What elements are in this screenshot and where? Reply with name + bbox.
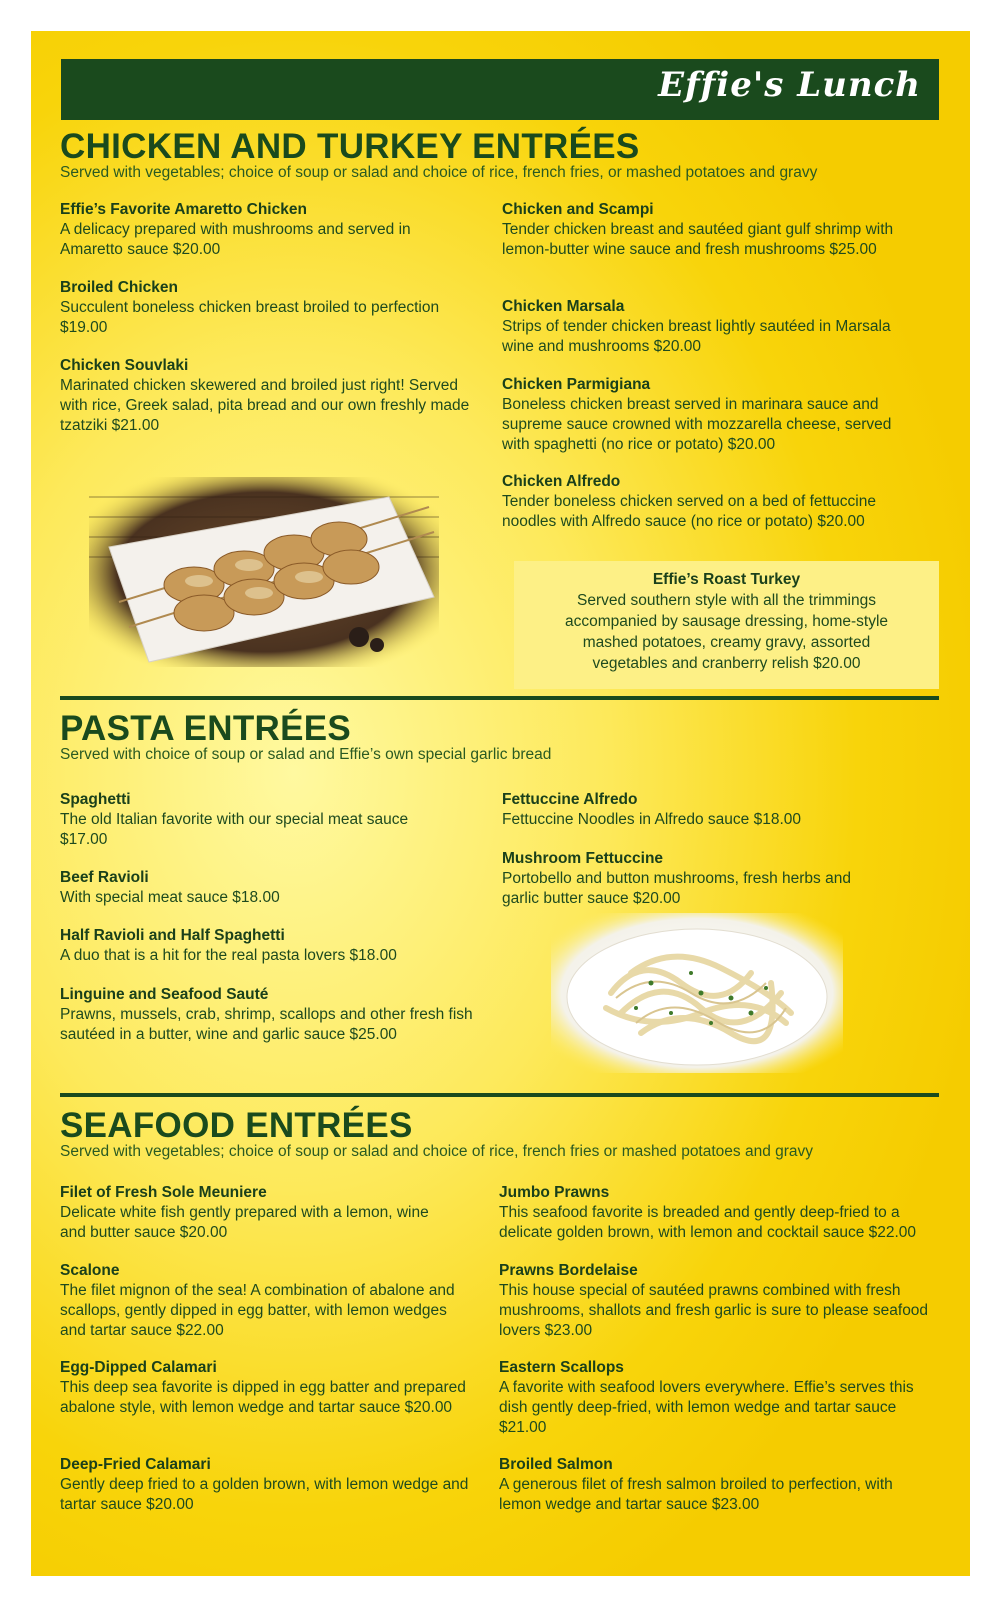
chicken-section-subtitle: Served with vegetables; choice of soup or salad and choice of rice, french fries, or mashed potatoes and gravy — [60, 164, 818, 181]
item-name: Chicken Souvlaki — [60, 357, 189, 374]
item-name: Chicken Marsala — [502, 298, 625, 315]
menu-page — [31, 31, 970, 1576]
item-description: A favorite with seafood lovers everywhere. Effie’s serves this dish gently deep-fried, with lemon wedge and tartar sauce $21.00 — [499, 1379, 914, 1436]
menu-item — [499, 1261, 929, 1341]
menu-item — [60, 790, 430, 850]
item-name: Fettuccine Alfredo — [502, 791, 638, 808]
item-name: Effie’s Favorite Amaretto Chicken — [60, 201, 307, 218]
item-description: This seafood favorite is breaded and gently deep-fried to a delicate golden brown, with lemon and cocktail sauce $22.00 — [499, 1204, 917, 1241]
item-name: Mushroom Fettuccine — [502, 850, 664, 867]
item-description: The filet mignon of the sea! A combination of abalone and scallops, gently dipped in egg batter, with lemon wedges and tartar sauce $22.00 — [60, 1282, 455, 1339]
item-name: Chicken Alfredo — [502, 473, 621, 490]
seafood-section-heading: SEAFOOD ENTRÉES — [60, 1106, 413, 1145]
item-description: This deep sea favorite is dipped in egg batter and prepared abalone style, with lemon wedge and tartar sauce $20.00 — [60, 1379, 466, 1416]
item-description: Fettuccine Noodles in Alfredo sauce $18.00 — [502, 811, 801, 828]
item-description: A delicacy prepared with mushrooms and served in Amaretto sauce $20.00 — [60, 221, 411, 258]
menu-item — [60, 200, 460, 260]
menu-item — [60, 278, 480, 338]
item-name: Broiled Chicken — [60, 279, 178, 296]
item-name: Filet of Fresh Sole Meuniere — [60, 1184, 267, 1201]
chicken-section-heading: CHICKEN AND TURKEY ENTRÉES — [60, 127, 640, 166]
item-name: Eastern Scallops — [499, 1359, 624, 1376]
item-description: Boneless chicken breast served in marinara sauce and supreme sauce crowned with mozzarella cheese, served with spaghetti (no rice or potato) $20.00 — [502, 396, 892, 453]
item-description: The old Italian favorite with our special meat sauce $17.00 — [60, 811, 409, 848]
item-name: Broiled Salmon — [499, 1456, 613, 1473]
menu-item — [60, 1455, 470, 1515]
item-description: Gently deep fried to a golden brown, with lemon wedge and tartar sauce $20.00 — [60, 1476, 469, 1513]
item-name: Chicken and Scampi — [502, 201, 654, 218]
item-name: Scalone — [60, 1262, 120, 1279]
item-description: Strips of tender chicken breast lightly sautéed in Marsala wine and mushrooms $20.00 — [502, 318, 891, 355]
menu-item — [502, 297, 892, 357]
item-description: Tender boneless chicken served on a bed of fettuccine noodles with Alfredo sauce (no rice or potato) $20.00 — [502, 493, 876, 530]
item-description: Succulent boneless chicken breast broiled to perfection $19.00 — [60, 299, 440, 336]
menu-item — [60, 1261, 470, 1341]
pasta-section-heading: PASTA ENTRÉES — [60, 709, 352, 748]
menu-item — [60, 356, 470, 436]
item-description: A generous filet of fresh salmon broiled to perfection, with lemon wedge and tartar sauce $23.00 — [499, 1476, 893, 1513]
item-name: Spaghetti — [60, 791, 131, 808]
menu-title: Effie's Lunch — [658, 65, 921, 105]
item-name: Jumbo Prawns — [499, 1184, 610, 1201]
item-description: Delicate white fish gently prepared with a lemon, wine and butter sauce $20.00 — [60, 1204, 429, 1241]
menu-item — [499, 1183, 939, 1243]
menu-item — [502, 849, 882, 909]
menu-item — [502, 375, 922, 455]
item-name: Half Ravioli and Half Spaghetti — [60, 927, 285, 944]
menu-item — [60, 1183, 450, 1243]
menu-item — [502, 790, 902, 830]
menu-item — [499, 1455, 919, 1515]
item-name: Chicken Parmigiana — [502, 376, 651, 393]
item-description: A duo that is a hit for the real pasta lovers $18.00 — [60, 947, 397, 964]
item-name: Beef Ravioli — [60, 869, 149, 886]
menu-item — [60, 1358, 475, 1418]
fettuccine-photo — [551, 913, 843, 1073]
item-description: Served southern style with all the trimmings accompanied by sausage dressing, home-style mashed potatoes, creamy gravy, assorted vegetables and cranberry relish $20.00 — [564, 592, 889, 672]
menu-item — [60, 985, 480, 1045]
section-divider — [60, 1093, 939, 1097]
item-name: Egg-Dipped Calamari — [60, 1359, 217, 1376]
menu-banner — [61, 59, 939, 120]
chicken-skewers-photo — [89, 477, 439, 667]
item-name: Prawns Bordelaise — [499, 1262, 638, 1279]
seafood-section-subtitle: Served with vegetables; choice of soup or salad and choice of rice, french fries or mashed potatoes and gravy — [60, 1143, 814, 1160]
item-description: Tender chicken breast and sautéed giant gulf shrimp with lemon-butter wine sauce and fresh mushrooms $25.00 — [502, 221, 894, 258]
item-description: This house special of sautéed prawns combined with fresh mushrooms, shallots and fresh garlic is sure to please seafood lovers $23.00 — [499, 1282, 929, 1339]
menu-item — [502, 200, 902, 260]
menu-item — [60, 868, 460, 908]
menu-item — [499, 1358, 919, 1438]
item-description: Prawns, mussels, crab, shrimp, scallops and other fresh fish sautéed in a butter, wine and garlic sauce $25.00 — [60, 1006, 473, 1043]
pasta-section-subtitle: Served with choice of soup or salad and Effie’s own special garlic bread — [60, 746, 552, 763]
roast-turkey-feature — [514, 561, 939, 689]
item-name: Deep-Fried Calamari — [60, 1456, 211, 1473]
menu-item — [60, 926, 480, 966]
section-divider — [60, 696, 939, 700]
item-name: Linguine and Seafood Sauté — [60, 986, 269, 1003]
item-description: Portobello and button mushrooms, fresh herbs and garlic butter sauce $20.00 — [502, 870, 851, 907]
menu-item — [502, 472, 932, 532]
item-name: Effie’s Roast Turkey — [652, 571, 801, 588]
item-description: Marinated chicken skewered and broiled just right! Served with rice, Greek salad, pita bread and our own freshly made tzatziki $21.00 — [60, 377, 470, 434]
item-description: With special meat sauce $18.00 — [60, 889, 280, 906]
